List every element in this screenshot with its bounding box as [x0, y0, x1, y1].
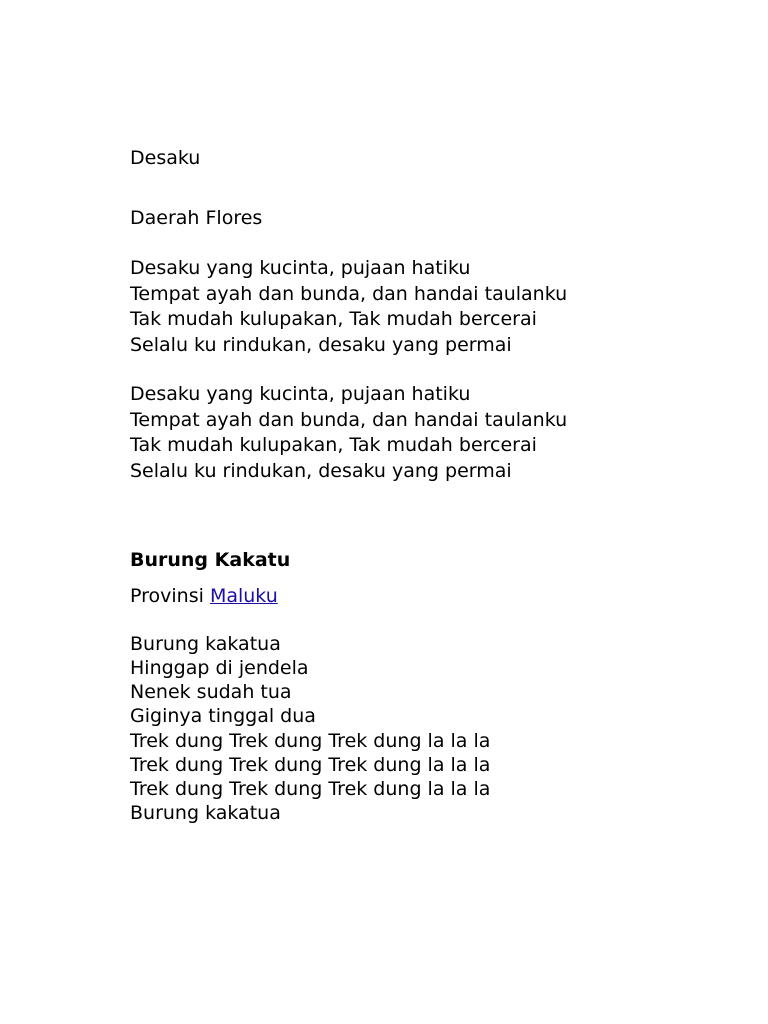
province-link-maluku[interactable]: Maluku: [209, 585, 278, 607]
lyric-line: Tak mudah kulupakan, Tak mudah bercerai: [130, 434, 537, 456]
lyric-line: Desaku yang kucinta, pujaan hatiku: [130, 383, 471, 405]
lyric-line: Selalu ku rindukan, desaku yang permai: [130, 334, 512, 356]
lyric-line: Hinggap di jendela: [130, 657, 309, 679]
lyric-line: Tak mudah kulupakan, Tak mudah bercerai: [130, 308, 537, 330]
lyric-line: Tempat ayah dan bunda, dan handai taulanku: [130, 283, 568, 305]
lyric-line: Selalu ku rindukan, desaku yang permai: [130, 460, 512, 482]
lyric-line: Trek dung Trek dung Trek dung la la la: [130, 778, 491, 800]
lyric-line: Trek dung Trek dung Trek dung la la la: [130, 754, 491, 776]
song-title-desaku: Desaku: [130, 147, 201, 169]
lyric-line: Burung kakatua: [130, 802, 281, 824]
lyric-line: Burung kakatua: [130, 633, 281, 655]
song-region: Daerah Flores: [130, 207, 263, 229]
lyric-line: Nenek sudah tua: [130, 681, 292, 703]
lyric-line: Desaku yang kucinta, pujaan hatiku: [130, 257, 471, 279]
lyric-line: Giginya tinggal dua: [130, 705, 316, 727]
province-line: [130, 584, 278, 608]
province-prefix: Provinsi: [130, 585, 210, 607]
song-title-burung-kakatu: Burung Kakatu: [130, 549, 291, 571]
lyric-line: Trek dung Trek dung Trek dung la la la: [130, 730, 491, 752]
lyric-line: Tempat ayah dan bunda, dan handai taulanku: [130, 409, 568, 431]
